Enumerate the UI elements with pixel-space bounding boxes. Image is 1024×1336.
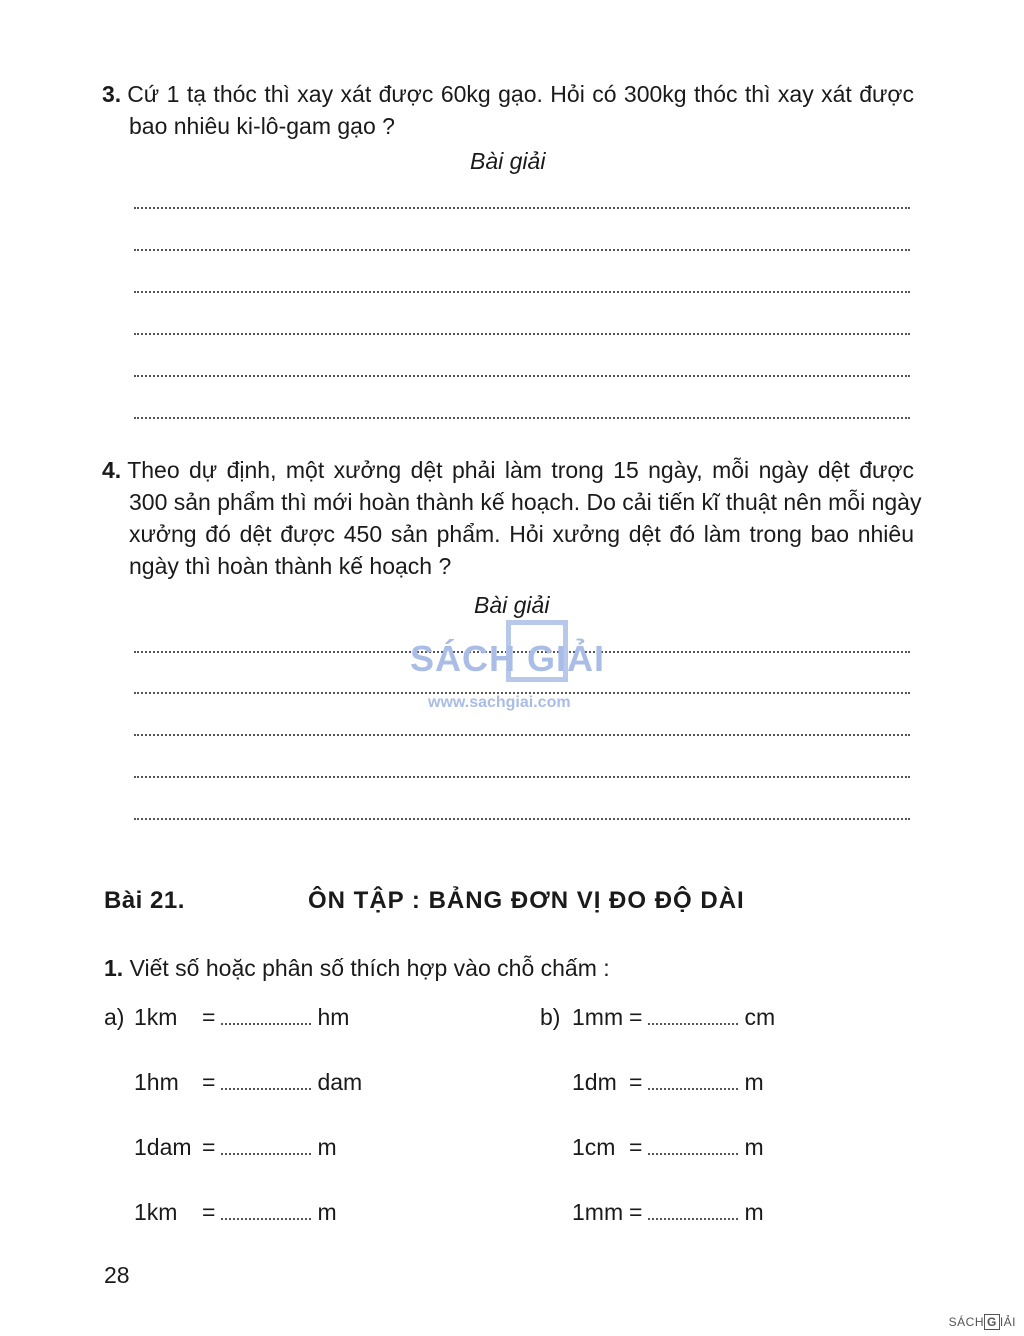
equals-sign: =: [629, 1134, 643, 1160]
exercise-1-text: Viết số hoặc phân số thích hợp vào chỗ chấm :: [129, 955, 610, 981]
page-number: 28: [104, 1262, 130, 1288]
unit-from: 1km: [134, 1199, 178, 1225]
problem-4-line-2: 300 sản phẩm thì mới hoàn thành kế hoạch. Do cải tiến kĩ thuật nên mỗi ngày: [129, 489, 922, 515]
unit-from: 1mm: [572, 1199, 624, 1225]
conversion-a-3: [134, 1134, 337, 1161]
equals-sign: =: [202, 1134, 216, 1160]
problem-4-number: 4.: [102, 457, 122, 483]
part-b-label: b): [540, 1004, 561, 1030]
answer-line: [134, 417, 910, 419]
lesson-title: ÔN TẬP : BẢNG ĐƠN VỊ ĐO ĐỘ DÀI: [308, 887, 745, 914]
solution-heading-4: Bài giải: [474, 592, 550, 618]
equals-sign: =: [629, 1199, 643, 1225]
conversion-b-2: [572, 1069, 764, 1096]
unit-from: 1km: [134, 1004, 178, 1030]
problem-3: [102, 78, 914, 142]
answer-line: [134, 734, 910, 736]
unit-to: m: [744, 1199, 764, 1225]
unit-to: dam: [317, 1069, 363, 1095]
equals-sign: =: [629, 1004, 643, 1030]
answer-line: [134, 333, 910, 335]
corner-logo-mark: G: [984, 1314, 1000, 1330]
problem-3-number: 3.: [102, 81, 122, 107]
exercise-1-number: 1.: [104, 955, 124, 981]
conversion-b-3: [572, 1134, 764, 1161]
answer-blank[interactable]: [648, 1005, 738, 1025]
part-a-label: a): [104, 1004, 125, 1030]
equals-sign: =: [202, 1069, 216, 1095]
answer-line: [134, 375, 910, 377]
problem-4-line-4: ngày thì hoàn thành kế hoạch ?: [129, 553, 452, 579]
equals-sign: =: [202, 1199, 216, 1225]
problem-3-line-2: bao nhiêu ki-lô-gam gạo ?: [129, 113, 395, 139]
answer-blank[interactable]: [221, 1200, 311, 1220]
conversion-a-2: [134, 1069, 362, 1096]
unit-to: cm: [744, 1004, 776, 1030]
corner-logo: [949, 1314, 1016, 1330]
conversion-a-4: [134, 1199, 337, 1226]
unit-to: hm: [317, 1004, 350, 1030]
equals-sign: =: [629, 1069, 643, 1095]
watermark-url: www.sachgiai.com: [428, 694, 571, 711]
problem-4-line-3: xưởng đó dệt được 450 sản phẩm. Hỏi xưởng dệt đó làm trong bao nhiêu: [129, 521, 914, 547]
problem-4-text-1: Theo dự định, một xưởng dệt phải làm trong 15 ngày, mỗi ngày dệt được: [127, 457, 914, 483]
answer-blank[interactable]: [648, 1070, 738, 1090]
answer-blank[interactable]: [221, 1070, 311, 1090]
corner-logo-left: SÁCH: [948, 1315, 984, 1329]
unit-to: m: [744, 1134, 764, 1160]
corner-logo-right: IẢI: [999, 1315, 1016, 1329]
exercise-1-instruction: [104, 955, 610, 982]
unit-to: m: [317, 1199, 337, 1225]
equals-sign: =: [202, 1004, 216, 1030]
problem-3-line-1: [102, 78, 914, 110]
problem-4: [102, 454, 922, 582]
answer-line: [134, 291, 910, 293]
unit-to: m: [317, 1134, 337, 1160]
conversion-b-4: [572, 1199, 764, 1226]
answer-blank[interactable]: [648, 1200, 738, 1220]
solution-heading-3: Bài giải: [470, 148, 546, 174]
answer-line: [134, 776, 910, 778]
answer-blank[interactable]: [221, 1135, 311, 1155]
answer-line: [134, 818, 910, 820]
lesson-number: Bài 21.: [104, 887, 185, 914]
unit-from: 1dam: [134, 1134, 192, 1160]
answer-blank[interactable]: [221, 1005, 311, 1025]
conversion-a-1: [104, 1004, 349, 1031]
answer-line: [134, 249, 910, 251]
unit-from: 1cm: [572, 1134, 616, 1160]
watermark: [410, 618, 620, 718]
unit-from: 1hm: [134, 1069, 179, 1095]
conversion-b-1: [540, 1004, 775, 1031]
answer-blank[interactable]: [648, 1135, 738, 1155]
unit-to: m: [744, 1069, 764, 1095]
unit-from: 1mm: [572, 1004, 624, 1030]
problem-3-text-1: Cứ 1 tạ thóc thì xay xát được 60kg gạo. Hỏi có 300kg thóc thì xay xát được: [127, 81, 914, 107]
answer-line: [134, 207, 910, 209]
unit-from: 1dm: [572, 1069, 617, 1095]
problem-4-line-1: [102, 454, 914, 486]
watermark-text: SÁCH GIẢI: [410, 638, 606, 679]
